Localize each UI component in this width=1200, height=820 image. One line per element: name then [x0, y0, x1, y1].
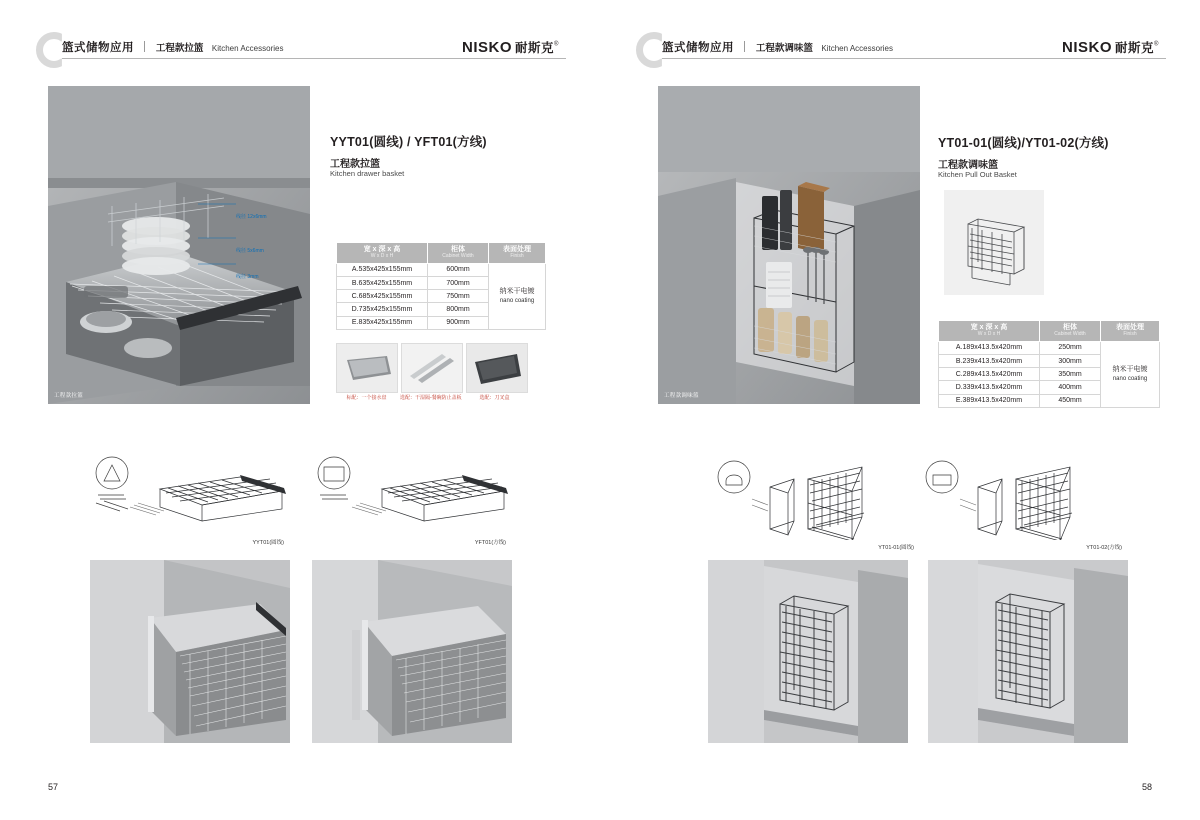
- hero-illustration: [48, 86, 310, 404]
- right-product-code: YT01-01(圆线)/YT01-02(方线): [938, 136, 1109, 150]
- col-cabinet: [428, 243, 489, 264]
- left-header-series-en: Kitchen Accessories: [211, 44, 284, 53]
- cell-dimension: C.685x425x155mm: [337, 290, 428, 303]
- finish-en: nano coating: [1112, 376, 1148, 383]
- right-product-thumb: [944, 190, 1044, 295]
- col-dimensions: [337, 243, 428, 264]
- right-page-number: 58: [1141, 782, 1152, 792]
- table-header-row: [939, 321, 1160, 342]
- left-header-category: 篮式储物应用: [62, 42, 134, 54]
- col-cabinet-cn: 柜体: [1063, 324, 1077, 331]
- accessory-labels: [336, 394, 525, 401]
- pullout-photo-2: [928, 560, 1128, 743]
- table-row: [337, 263, 546, 276]
- left-product-name-cn: 工程款拉篮: [330, 159, 380, 170]
- accessory-thumb-cutlery-box: [466, 343, 528, 393]
- cell-cabinet: 300mm: [1040, 354, 1101, 367]
- accessory-label-0: 标配：一个接水盘: [346, 395, 387, 401]
- cell-dimension: B.239x413.5x420mm: [939, 354, 1040, 367]
- pullout-photo-1: [708, 560, 908, 743]
- cell-cabinet: 900mm: [428, 316, 489, 329]
- cell-dimension: B.635x425x155mm: [337, 276, 428, 289]
- right-product-name-en: Kitchen Pull Out Basket: [938, 170, 1017, 179]
- cell-cabinet: 700mm: [428, 276, 489, 289]
- left-brand-logo: [462, 38, 558, 60]
- cell-cabinet: 600mm: [428, 263, 489, 276]
- table-row: [939, 341, 1160, 354]
- right-page: [600, 0, 1200, 820]
- col-cabinet: [1040, 321, 1101, 342]
- cell-finish: [1101, 341, 1160, 407]
- left-product-name-en: Kitchen drawer basket: [330, 169, 405, 178]
- left-header-series: 工程款拉篮: [155, 43, 204, 54]
- accessory-thumb-tray: [336, 343, 398, 393]
- brand-name: NISKO: [462, 39, 513, 56]
- drawing-pullout-square: [920, 455, 1120, 540]
- right-drawing-2: [920, 455, 1122, 551]
- right-spec-table-real: [938, 320, 1160, 408]
- accessory-strip: [336, 343, 528, 393]
- brand-name-cn: 耐斯克: [515, 41, 555, 55]
- left-drawing-2: [312, 455, 512, 546]
- divider-icon: [402, 344, 462, 392]
- drawing-pullout-round: [712, 455, 912, 540]
- accessory-label-1: 选配：干湿隔-餐碗防止盖板: [400, 395, 462, 401]
- col-dimensions-en: W x D x H: [977, 331, 1001, 338]
- brand-name-cn: 耐斯克: [1115, 41, 1155, 55]
- left-drawing-1: [90, 455, 290, 546]
- tray-icon: [337, 344, 397, 392]
- basket-thumb-icon: [944, 190, 1044, 295]
- right-brand-logo: [1062, 38, 1158, 60]
- drawer-photo-2: [312, 560, 512, 743]
- cell-dimension: A.189x413.5x420mm: [939, 341, 1040, 354]
- col-dimensions-cn: 宽 x 深 x 高: [363, 246, 401, 253]
- header-divider: [144, 41, 145, 52]
- drawing-round-wire: [90, 455, 290, 535]
- left-bottom-photo-1: [90, 560, 290, 743]
- right-header-category: 篮式储物应用: [662, 42, 734, 54]
- right-header-series: 工程款调味篮: [755, 43, 813, 54]
- cell-dimension: D.735x425x155mm: [337, 303, 428, 316]
- table-header-row: [337, 243, 546, 264]
- trademark-symbol: ®: [554, 41, 559, 48]
- col-dimensions-cn: 宽 x 深 x 高: [970, 324, 1008, 331]
- hero-annotation-1: 线径 5x6mm: [236, 248, 264, 254]
- drawer-photo-1: [90, 560, 290, 743]
- hero-photo-caption: 工程款拉篮: [54, 393, 84, 399]
- left-header-title: [62, 38, 283, 56]
- right-drawing-label-1: YT01-01(圆线): [878, 545, 914, 551]
- right-drawing-1: [712, 455, 914, 551]
- col-cabinet-en: Cabinet Width: [442, 253, 474, 260]
- col-finish-cn: 表面处理: [1116, 324, 1144, 331]
- cutlery-box-icon: [467, 344, 527, 392]
- accessory-thumb-divider: [401, 343, 463, 393]
- left-page-number: 57: [48, 782, 59, 792]
- right-hero-photo-caption: 工程款调味篮: [664, 393, 699, 399]
- left-product-code: YYT01(圆线) / YFT01(方线): [330, 135, 487, 149]
- trademark-symbol: ®: [1154, 41, 1159, 48]
- accessory-label-2: 选配：刀叉盒: [479, 395, 510, 401]
- finish-en: nano coating: [499, 298, 535, 305]
- col-cabinet-en: Cabinet Width: [1054, 331, 1086, 338]
- cell-dimension: A.535x425x155mm: [337, 263, 428, 276]
- hero-annotation-2: 线径 3mm: [236, 274, 259, 280]
- cell-dimension: D.339x413.5x420mm: [939, 381, 1040, 394]
- col-finish: [1101, 321, 1160, 342]
- drawing-square-wire: [312, 455, 512, 535]
- col-dimensions-en: W x D x H: [370, 253, 394, 260]
- col-dimensions: [939, 321, 1040, 342]
- right-drawing-label-2: YT01-02(方线): [1086, 545, 1122, 551]
- header-divider: [744, 41, 745, 52]
- right-bottom-photo-1: [708, 560, 908, 743]
- finish-cn: 纳米干电镀: [1112, 365, 1148, 373]
- right-product-name-cn: 工程款调味篮: [938, 160, 998, 171]
- right-header-series-en: Kitchen Accessories: [821, 44, 893, 53]
- col-finish-cn: 表面处理: [503, 246, 531, 253]
- col-finish-en: Finish: [510, 253, 524, 260]
- hero-illustration-right: [658, 86, 920, 404]
- col-finish-en: Finish: [1123, 331, 1137, 338]
- brand-name: NISKO: [1062, 39, 1113, 56]
- cell-dimension: E.835x425x155mm: [337, 316, 428, 329]
- cell-cabinet: 800mm: [428, 303, 489, 316]
- cell-cabinet: 450mm: [1040, 394, 1101, 407]
- right-header-title: [662, 38, 893, 56]
- cell-cabinet: 350mm: [1040, 368, 1101, 381]
- cell-cabinet: 250mm: [1040, 341, 1101, 354]
- cell-cabinet: 400mm: [1040, 381, 1101, 394]
- drawing-label-1: YYT01(圆线): [252, 540, 284, 546]
- left-bottom-photo-2: [312, 560, 512, 743]
- right-hero-photo: [658, 86, 920, 404]
- right-bottom-photo-2: [928, 560, 1128, 743]
- col-finish: [489, 243, 546, 264]
- cell-finish: [489, 263, 546, 329]
- drawing-label-2: YFT01(方线): [474, 540, 506, 546]
- col-cabinet-cn: 柜体: [451, 246, 465, 253]
- cell-cabinet: 750mm: [428, 290, 489, 303]
- finish-cn: 纳米干电镀: [499, 287, 535, 295]
- left-spec-table: [336, 242, 546, 330]
- cell-dimension: C.289x413.5x420mm: [939, 368, 1040, 381]
- cell-dimension: E.389x413.5x420mm: [939, 394, 1040, 407]
- left-hero-photo: [48, 86, 310, 404]
- hero-annotation-0: 线径 12x6mm: [236, 214, 267, 220]
